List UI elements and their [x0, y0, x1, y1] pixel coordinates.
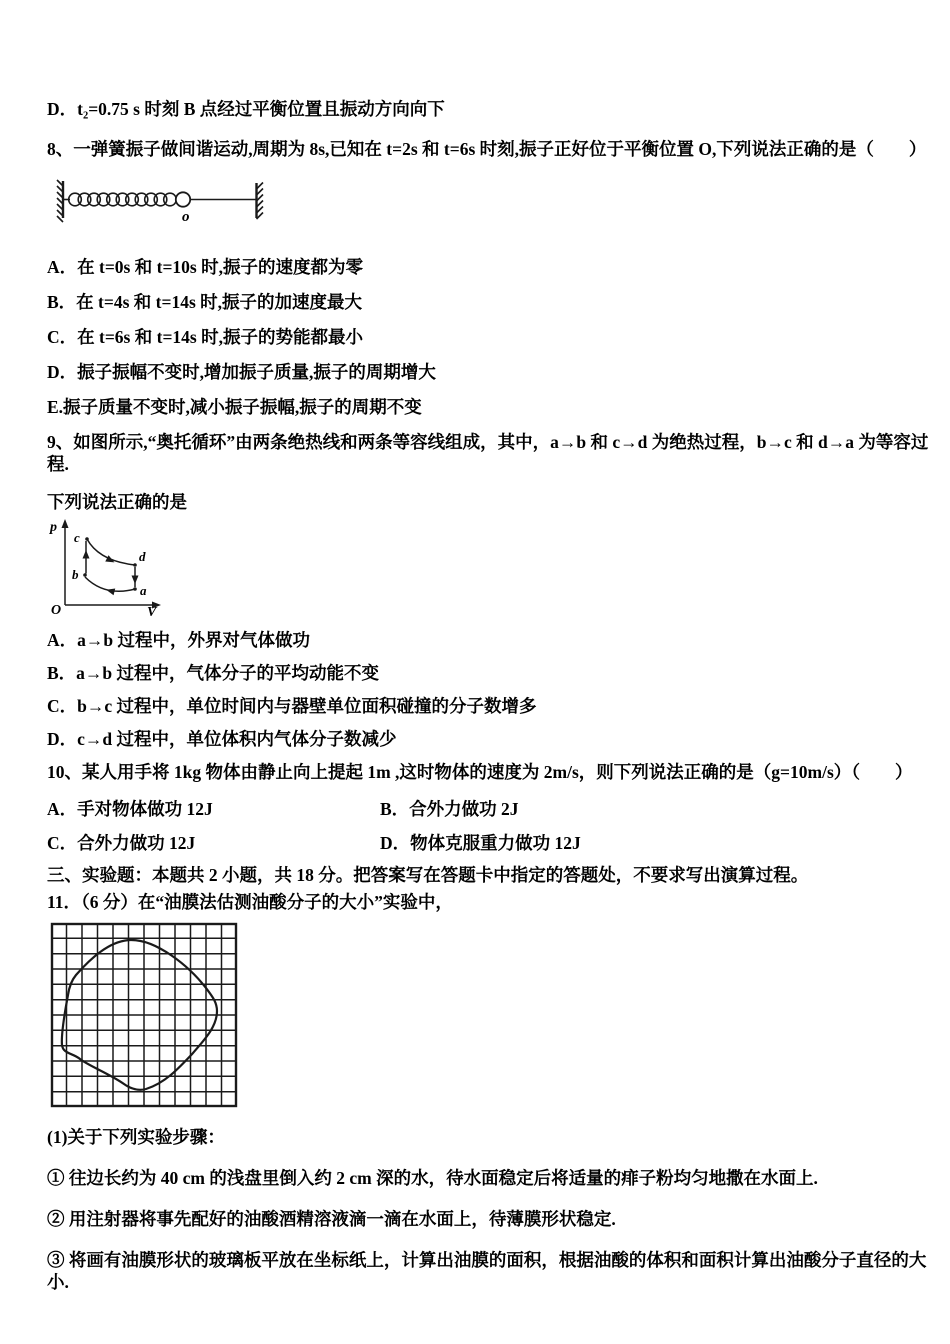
section-3-heading: 三、实验题：本题共 2 小题，共 18 分。把答案写在答题卡中指定的答题处，不要求写出演算过程。	[47, 865, 809, 885]
question-9-stem-line1: 9、如图所示,“奥托循环”由两条绝热线和两条等容线组成，其中，a→b 和 c→d 为绝热过程，b→c 和 d→a 为等容过程.	[47, 432, 929, 474]
cycle-paths	[85, 539, 135, 591]
axis-label-v: V	[147, 605, 157, 620]
q8-option-e: E.振子质量不变时,减小振子振幅,振子的周期不变	[47, 397, 422, 417]
question-9-options	[47, 629, 942, 750]
point-label-b: b	[72, 567, 79, 582]
point-label-a: a	[140, 583, 147, 598]
q10-option-a: A．手对物体做功 12J	[47, 799, 213, 819]
q11-experiment-steps	[47, 1167, 942, 1293]
q10-option-b: B．合外力做功 2J	[380, 799, 519, 819]
left-wall	[57, 180, 63, 222]
point-label-c: c	[74, 530, 80, 545]
point-label-d: d	[139, 549, 146, 564]
q9-option-b: B．a→b 过程中，气体分子的平均动能不变	[47, 663, 380, 683]
q11-step-3: ③ 将画有油膜形状的玻璃板平放在坐标纸上，计算出油膜的面积，根据油酸的体积和面积计算出油酸分子直径的大小.	[47, 1250, 927, 1292]
q8-option-d: D．振子振幅不变时,增加振子质量,振子的周期增大	[47, 362, 436, 382]
question-10-options	[47, 798, 942, 854]
question-11-stem: 11．（6 分）在“油膜法估测油酸分子的大小”实验中，	[47, 892, 453, 912]
grid-lines	[52, 924, 236, 1106]
question-9-stem-line2: 下列说法正确的是	[47, 492, 187, 512]
q10-option-c: C．合外力做功 12J	[47, 833, 196, 853]
q9-option-a: A．a→b 过程中，外界对气体做功	[47, 630, 310, 650]
q8-option-a: A．在 t=0s 和 t=10s 时,振子的速度都为零	[47, 257, 363, 277]
oscillator-ball	[176, 192, 190, 206]
origin-label: O	[51, 603, 62, 618]
axis-label-p: p	[50, 520, 57, 535]
oil-film-grid-diagram	[51, 923, 237, 1107]
question-8-stem: 8、一弹簧振子做间谐运动,周期为 8s,已知在 t=2s 和 t=6s 时刻,振子正好位于平衡位置 O,下列说法正确的是（ ）	[47, 139, 927, 159]
question-10-stem: 10、某人用手将 1kg 物体由静止向上提起 1m ,这时物体的速度为 2m/s，则下列说法正确的是（g=10m/s）（ ）	[47, 762, 913, 782]
equilibrium-label: o	[182, 209, 190, 225]
q10-option-d: D．物体克服重力做功 12J	[380, 833, 581, 853]
spring-coils	[63, 193, 176, 206]
q9-option-d: D．c→d 过程中，单位体积内气体分子数减少	[47, 729, 397, 749]
prev-question-option-d: D．t₂=0.75 s 时刻 B 点经过平衡位置且振动方向向下	[47, 99, 445, 119]
q11-part1-heading: (1)关于下列实验步骤：	[47, 1127, 225, 1147]
q11-step-2: ② 用注射器将事先配好的油酸酒精溶液滴一滴在水面上，待薄膜形状稳定.	[47, 1209, 616, 1229]
q8-option-b: B．在 t=4s 和 t=14s 时,振子的加速度最大	[47, 292, 363, 312]
q9-option-c: C．b→c 过程中，单位时间内与器壁单位面积碰撞的分子数增多	[47, 696, 537, 716]
cycle-arrows	[83, 550, 139, 595]
q11-step-1: ① 往边长约为 40 cm 的浅盘里倒入约 2 cm 深的水，待水面稳定后将适量的痱子粉均匀地撒在水面上.	[47, 1168, 818, 1188]
question-8-options	[47, 256, 942, 418]
otto-cycle-pv-diagram	[47, 515, 177, 620]
right-wall	[257, 183, 264, 220]
spring-oscillator-diagram	[55, 176, 267, 224]
q8-option-c: C．在 t=6s 和 t=14s 时,振子的势能都最小	[47, 327, 363, 347]
